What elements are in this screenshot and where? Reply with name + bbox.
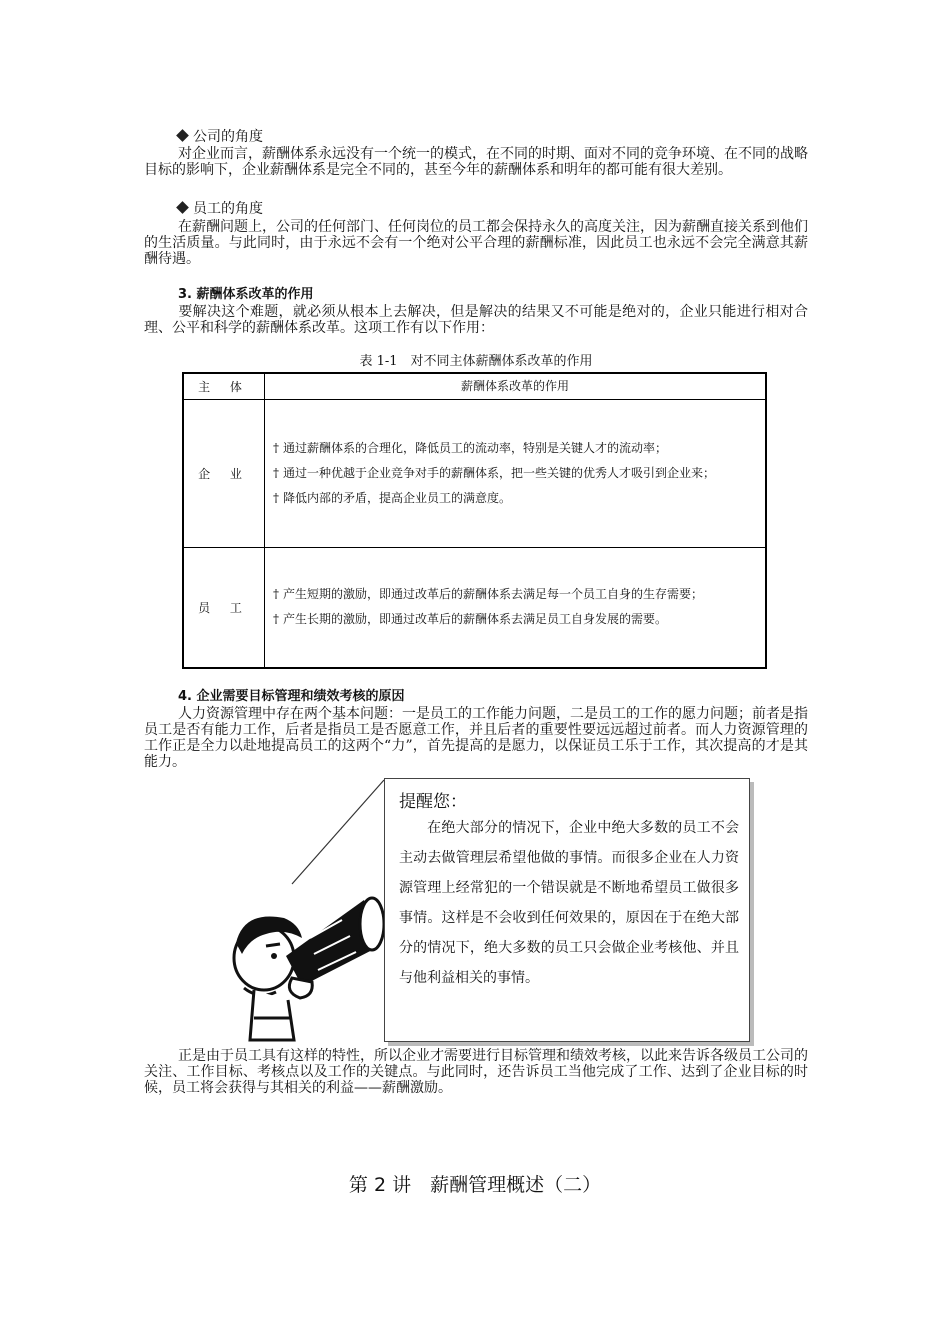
callout-body bbox=[399, 813, 739, 993]
table-header-effects: 薪酬体系改革的作用 bbox=[265, 373, 767, 400]
dagger-bullet-icon: † bbox=[273, 466, 279, 480]
list-item: † 通过薪酬体系的合理化，降低员工的流动率，特别是关键人才的流动率； bbox=[273, 441, 668, 455]
employee-view-text: 在薪酬问题上，公司的任何部门、任何岗位的员工都会保持永久的高度关注，因为薪酬直接关系到他们的生活质量。与此同时，由于永远不会有一个绝对公平合理的薪酬标准，因此员工也永远不会完全满意其薪酬待遇。 bbox=[144, 219, 808, 267]
table-row bbox=[183, 400, 766, 548]
megaphone-man-illustration bbox=[214, 778, 394, 1048]
list-item: † 通过一种优越于企业竞争对手的薪酬体系，把一些关键的优秀人才吸引到企业来； bbox=[273, 466, 716, 480]
diamond-bullet-icon bbox=[176, 201, 189, 214]
table-cell-subject: 员 工 bbox=[183, 548, 265, 668]
reform-effects-table bbox=[182, 372, 767, 669]
employee-view-heading-text: 员工的角度 bbox=[193, 201, 263, 217]
list-item: † 产生短期的激励，即通过改革后的薪酬体系去满足每一个员工自身的生存需要； bbox=[273, 587, 704, 602]
reminder-callout bbox=[384, 778, 750, 1042]
company-view-heading-text: 公司的角度 bbox=[193, 129, 263, 145]
section4-paragraph bbox=[144, 706, 808, 770]
table-cell-subject: 企 业 bbox=[183, 400, 265, 548]
company-view-paragraph bbox=[144, 146, 808, 178]
table-header-row bbox=[183, 373, 766, 400]
list-item: † 产生长期的激励，即通过改革后的薪酬体系去满足员工自身发展的需要。 bbox=[273, 612, 668, 627]
section3-paragraph bbox=[144, 304, 808, 336]
dagger-bullet-icon: † bbox=[273, 587, 279, 602]
callout-title: 提醒您： bbox=[399, 792, 467, 812]
callout-text: 在绝大部分的情况下，企业中绝大多数的员工不会主动去做管理层希望他做的事情。而很多企业在人力资源管理上经常犯的一个错误就是不断地希望员工做很多事情。这样是不会收到任何效果的，原因在于在绝大部分的情况下，绝大多数的员工只会做企业考核他、并且与他利益相关的事情。 bbox=[399, 820, 739, 986]
chapter-title: 第 2 讲 薪酬管理概述（二） bbox=[348, 1174, 602, 1196]
table-cell-effects bbox=[265, 400, 767, 548]
list-item: † 降低内部的矛盾，提高企业员工的满意度。 bbox=[273, 491, 512, 505]
employee-view-heading bbox=[178, 200, 263, 218]
section3-heading: 3. 薪酬体系改革的作用 bbox=[178, 287, 314, 302]
employee-view-paragraph bbox=[144, 219, 808, 267]
table-caption: 表 1-1 对不同主体薪酬体系改革的作用 bbox=[359, 354, 593, 369]
section4-text: 人力资源管理中存在两个基本问题：一是员工的工作能力问题，二是员工的工作的愿力问题；前者是指员工是否有能力工作，后者是指员工是否愿意工作，并且后者的重要性要远远超过前者。而人力资源管理的工作正是全力以赴地提高员工的这两个“力”，首先提高的是愿力，以保证员工乐于工作，其次提高的才是其能力。 bbox=[144, 706, 808, 770]
dagger-bullet-icon: † bbox=[273, 441, 279, 455]
company-view-heading bbox=[178, 128, 263, 146]
section3-text: 要解决这个难题，就必须从根本上去解决，但是解决的结果又不可能是绝对的，企业只能进行相对合理、公平和科学的薪酬体系改革。这项工作有以下作用： bbox=[144, 304, 808, 336]
section4-heading: 4. 企业需要目标管理和绩效考核的原因 bbox=[178, 689, 405, 704]
table-cell-effects bbox=[265, 548, 767, 668]
closing-paragraph bbox=[144, 1048, 808, 1096]
dagger-bullet-icon: † bbox=[273, 612, 279, 627]
company-view-text: 对企业而言，薪酬体系永远没有一个统一的模式，在不同的时期、面对不同的竞争环境、在不同的战略目标的影响下，企业薪酬体系是完全不同的，甚至今年的薪酬体系和明年的都可能有很大差别。 bbox=[144, 146, 808, 178]
dagger-bullet-icon: † bbox=[273, 491, 279, 505]
closing-text: 正是由于员工具有这样的特性，所以企业才需要进行目标管理和绩效考核，以此来告诉各级员工公司的关注、工作目标、考核点以及工作的关键点。与此同时，还告诉员工当他完成了工作、达到了企业目标的时候，员工将会获得与其相关的利益——薪酬激励。 bbox=[144, 1048, 808, 1096]
diamond-bullet-icon bbox=[176, 129, 189, 142]
table-header-subject: 主 体 bbox=[183, 373, 265, 400]
table-row bbox=[183, 548, 766, 668]
